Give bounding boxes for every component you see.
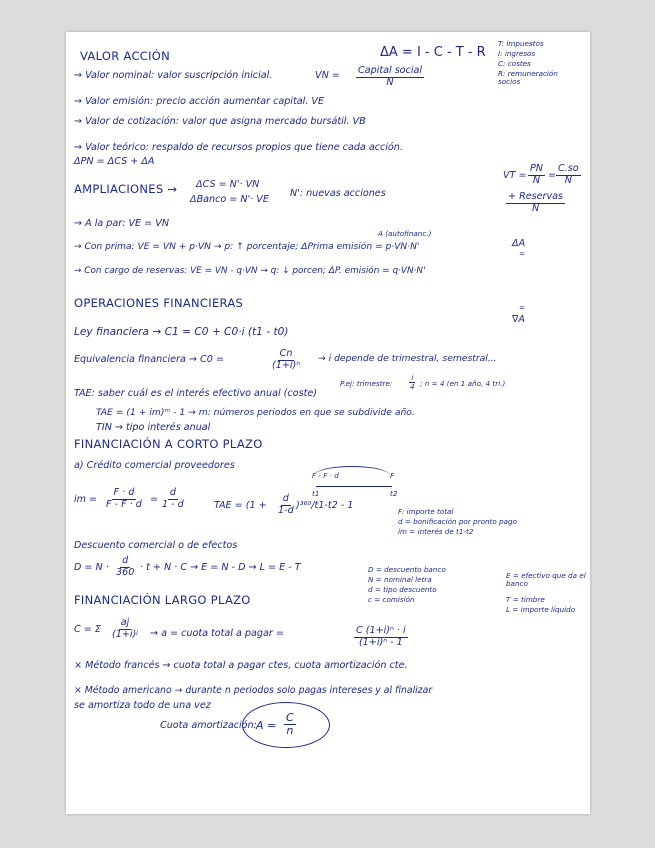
tae-definition: TAE: saber cuál es el interés efectivo anual (coste) (74, 388, 317, 399)
valor-nominal-text: → Valor nominal: valor suscripción inicial. (74, 70, 273, 81)
equivalencia-den: (1+i)ⁿ (272, 359, 301, 371)
valor-teorico-text: → Valor teórico: respaldo de recursos propios que tiene cada acción. (74, 142, 403, 153)
timeline-t1: t1 (312, 489, 320, 498)
metodo-americano: × Método americano → durante n periodos solo pagas intereses y al finalizar (74, 685, 433, 696)
cuota-total-den: (1+i)ⁿ - 1 (358, 636, 403, 648)
delta-banco: ΔBanco = N'· VE (190, 194, 269, 205)
im-den-1: F - F · d (106, 498, 142, 510)
side-equals-2: = (519, 303, 526, 312)
cuota-amortizacion-num: C (286, 711, 294, 724)
vt-den-1: N (532, 174, 541, 186)
vt-lhs: VT = (503, 170, 527, 181)
nabla-a-side: ∇A (512, 314, 525, 325)
legend-remuneracion: R: remuneración socios (498, 69, 558, 87)
efectivo-legend-l: L = importe líquido (506, 605, 576, 614)
metodo-frances: × Método francés → cuota total a pagar ctes, cuota amortización cte. (74, 660, 408, 671)
im-fraction-1 (104, 488, 144, 510)
ley-financiera: Ley financiera → C1 = C0 + C0·i (t1 - t0) (74, 326, 289, 338)
autofinanciacion-note: A (autofinanc.) (378, 229, 432, 238)
descuento-num: d (122, 555, 129, 566)
cuota-amortizacion-fraction (284, 712, 296, 737)
timeline-t2: t2 (390, 489, 398, 498)
im-equals: = (150, 494, 159, 505)
delta-a-side: ΔA (512, 238, 526, 249)
reservas-fraction (506, 192, 565, 214)
descuento-legend-tipo: d = tipo descuento (368, 585, 437, 594)
vt-num-1: PN (530, 163, 543, 174)
c-sum-num: aj (120, 617, 130, 628)
im-fraction-2 (160, 488, 186, 510)
reservas-den: N (531, 202, 540, 214)
largo-plazo-title: FINANCIACIÓN LARGO PLAZO (74, 593, 251, 607)
delta-cs: ΔCS = N'· VN (196, 179, 260, 190)
nuevas-acciones-note: N': nuevas acciones (290, 188, 386, 199)
corto-legend-im: im = interés de t1-t2 (398, 527, 474, 536)
cuota-total-num: C (1+i)ⁿ · i (356, 625, 406, 636)
a-la-par: → A la par: VE = VN (74, 218, 169, 229)
descuento-legend-c: c = comisión (368, 595, 415, 604)
tin-text: TIN → tipo interés anual (96, 422, 211, 433)
equivalencia-num: Cn (279, 348, 293, 359)
metodo-americano-cont: se amortiza todo de una vez (74, 700, 211, 711)
credito-comercial: a) Crédito comercial proveedores (74, 460, 235, 471)
legend-costes: C: costes (498, 59, 531, 68)
vt-den-2: N (564, 174, 572, 186)
timeline-top-label: F - F · d (312, 471, 339, 480)
c-sum-lhs: C = Σ (74, 624, 101, 635)
vt-num-2: C.so (558, 163, 579, 174)
corto-plazo-title: FINANCIACIÓN A CORTO PLAZO (74, 437, 263, 451)
vn-lhs: VN = (315, 70, 340, 81)
delta-a-equation: ΔA = I - C - T - R (380, 45, 486, 60)
legend-impuestos: T: impuestos (498, 39, 544, 48)
reservas-num: + Reservas (508, 191, 564, 202)
descuento-rhs: · t + N · C → E = N - D → L = E - T (140, 562, 301, 573)
descuento-legend-n: N = nominal letra (368, 575, 432, 584)
ejemplo-fraction (408, 374, 417, 391)
operaciones-title: OPERACIONES FINANCIERAS (74, 296, 244, 310)
tae-formula: TAE = (1 + im)ᵐ - 1 → m: números periodos en que se subdivide año. (96, 407, 415, 418)
timeline-line (316, 486, 392, 487)
vn-denominator: N (386, 76, 394, 88)
cuota-total-text: → a = cuota total a pagar = (150, 628, 284, 639)
descuento-den: 360 (116, 566, 135, 578)
vt-fraction-2 (556, 164, 581, 186)
ejemplo-den: 4 (410, 381, 415, 391)
con-cargo-reservas: → Con cargo de reservas: VE = VN - q·VN → q: ↓ porcen; ΔP. emisión = q·VN·N' (74, 266, 426, 276)
valor-emision-text: → Valor emisión: precio acción aumentar capital. VE (74, 96, 325, 107)
valor-accion-title: VALOR ACCIÓN (80, 49, 171, 63)
vn-numerator: Capital social (358, 65, 423, 76)
tae-corto-num: d (282, 493, 289, 504)
timeline-f-label: F (390, 471, 395, 480)
equivalencia-rhs: → i depende de trimestral, semestral... (318, 353, 497, 364)
tae-corto-lhs: TAE = (1 + (214, 500, 267, 511)
corto-legend-d: d = bonificación por pronto pago (398, 517, 517, 526)
delta-pn-text: ΔPN = ΔCS + ΔA (74, 156, 155, 167)
legend-ingresos: I: ingresos (498, 49, 536, 58)
corto-legend-f: F: importe total (398, 507, 454, 516)
equivalencia-fraction (270, 349, 302, 371)
timeline-arc (314, 466, 390, 485)
equivalencia-lhs: Equivalencia financiera → C0 = (74, 354, 224, 365)
ampliaciones-title: AMPLIACIONES → (74, 182, 178, 196)
im-num-1: F · d (113, 487, 135, 498)
cuota-amortizacion-label: Cuota amortización: (160, 720, 257, 731)
im-lhs: im = (74, 494, 98, 505)
cuota-amortizacion-lhs: A = (256, 719, 277, 732)
tae-corto-den: 1-d (278, 504, 294, 516)
descuento-lhs: D = N · (74, 562, 109, 573)
vn-fraction (356, 66, 424, 88)
cuota-total-fraction (354, 626, 408, 648)
valor-cotizacion-text: → Valor de cotización: valor que asigna mercado bursátil. VB (74, 116, 366, 127)
efectivo-legend-t: T = timbre (506, 595, 545, 604)
ejemplo-num: i (411, 373, 414, 382)
c-sum-den: (1+i)ʲ (112, 628, 138, 640)
con-prima: → Con prima: VE = VN + p·VN → p: ↑ porcentaje; ΔPrima emisión = p·VN·N' (74, 242, 420, 252)
descuento-legend-d: D = descuento banco (368, 565, 446, 574)
tae-corto-fraction (276, 494, 296, 516)
im-den-2: 1 - d (162, 498, 184, 510)
im-num-2: d (169, 487, 176, 498)
descuento-fraction (114, 556, 136, 578)
ejemplo-rhs: ; n = 4 (en 1 año, 4 tri.) (420, 379, 506, 388)
vt-fraction-1 (528, 164, 545, 186)
cuota-amortizacion-den: n (286, 724, 294, 738)
descuento-title: Descuento comercial o de efectos (74, 540, 238, 551)
vt-equals: = (548, 170, 557, 181)
tae-corto-rhs: )³⁶⁰/t1-t2 - 1 (296, 500, 354, 511)
ejemplo-label: P.ej: trimestre: (340, 379, 393, 388)
efectivo-legend-e: E = efectivo que da el banco (506, 571, 586, 589)
c-sum-fraction (110, 618, 140, 640)
side-equals-1: = (519, 249, 526, 258)
